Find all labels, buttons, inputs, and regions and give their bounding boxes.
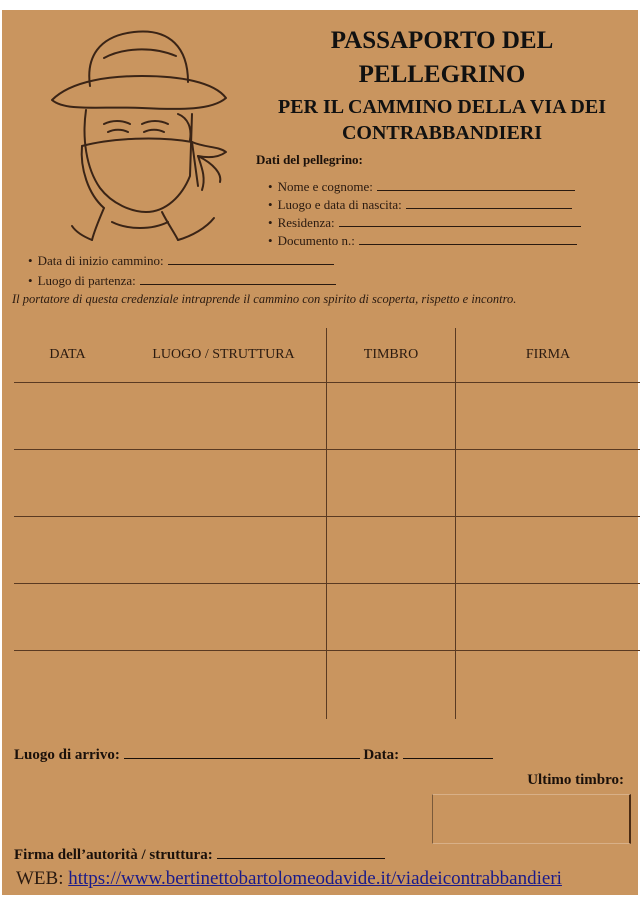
residence-field[interactable]: [268, 214, 581, 231]
table-row: [14, 450, 640, 517]
table-row: [14, 651, 640, 720]
subtitle-line-2: CONTRABBANDIERI: [341, 122, 543, 144]
start-date-input-line[interactable]: [168, 252, 334, 265]
header-signature: FIRMA: [456, 328, 640, 383]
place-cell[interactable]: [121, 450, 327, 517]
name-field[interactable]: [268, 178, 575, 195]
last-stamp-label: Ultimo timbro:: [527, 772, 624, 788]
bullet: •: [268, 215, 273, 230]
web-label: WEB:: [16, 868, 64, 889]
birth-field[interactable]: [268, 196, 572, 213]
name-input-line[interactable]: [377, 178, 575, 191]
start-date-field[interactable]: [28, 252, 334, 269]
subtitle-line-1: PER IL CAMMINO DELLA VIA DEI: [277, 96, 607, 118]
start-place-field[interactable]: [28, 272, 336, 289]
signature-cell[interactable]: [456, 383, 640, 450]
start-date-label: Data di inizio cammino:: [37, 253, 164, 268]
signature-cell[interactable]: [456, 517, 640, 584]
birth-field-label: Luogo e data di nascita:: [277, 197, 402, 212]
authority-input-line[interactable]: [217, 844, 385, 859]
arrival-date-label: Data:: [363, 747, 400, 763]
stamp-cell[interactable]: [327, 383, 456, 450]
document-input-line[interactable]: [359, 232, 577, 245]
document-field[interactable]: [268, 232, 577, 249]
date-cell[interactable]: [14, 383, 121, 450]
place-cell[interactable]: [121, 651, 327, 720]
header-place: LUOGO / STRUTTURA: [152, 347, 295, 362]
bullet: •: [28, 253, 33, 268]
title-line-2: PELLEGRINO: [358, 61, 526, 88]
title-line-1: PASSAPORTO DEL: [330, 27, 554, 54]
web-row: [16, 868, 562, 890]
bullet: •: [28, 273, 33, 288]
table-header-row: [14, 328, 640, 383]
authority-signature-row: [14, 844, 385, 864]
table-row: [14, 584, 640, 651]
birth-input-line[interactable]: [406, 196, 572, 209]
arrival-label: Luogo di arrivo:: [14, 747, 120, 763]
stamp-cell[interactable]: [327, 517, 456, 584]
page-subtitle: [252, 94, 632, 146]
residence-field-label: Residenza:: [277, 215, 335, 230]
stamp-cell[interactable]: [327, 584, 456, 651]
date-cell[interactable]: [14, 517, 121, 584]
stamp-log-table: [14, 328, 640, 719]
date-cell[interactable]: [14, 450, 121, 517]
arrival-date-input-line[interactable]: [403, 744, 493, 759]
header-date: DATA: [49, 347, 86, 362]
date-cell[interactable]: [14, 651, 121, 720]
place-cell[interactable]: [121, 383, 327, 450]
header-stamp: TIMBRO: [327, 328, 456, 383]
document-field-label: Documento n.:: [277, 233, 355, 248]
arrival-row: [14, 744, 493, 764]
bullet: •: [268, 233, 273, 248]
table-row: [14, 383, 640, 450]
arrival-input-line[interactable]: [124, 744, 360, 759]
authority-label: Firma dell’autorità / struttura:: [14, 847, 213, 863]
name-field-label: Nome e cognome:: [277, 179, 373, 194]
signature-cell[interactable]: [456, 584, 640, 651]
bullet: •: [268, 179, 273, 194]
pilgrim-section-label: Dati del pellegrino:: [256, 152, 363, 167]
stamp-cell[interactable]: [327, 450, 456, 517]
signature-cell[interactable]: [456, 450, 640, 517]
table-row: [14, 517, 640, 584]
last-stamp-box[interactable]: [432, 794, 631, 844]
residence-input-line[interactable]: [339, 214, 581, 227]
web-link[interactable]: https://www.bertinettobartolomeodavide.it/viadeicontrabbandieri: [68, 868, 562, 889]
start-place-label: Luogo di partenza:: [37, 273, 136, 288]
place-cell[interactable]: [121, 584, 327, 651]
stamp-cell[interactable]: [327, 651, 456, 720]
place-cell[interactable]: [121, 517, 327, 584]
date-cell[interactable]: [14, 584, 121, 651]
signature-cell[interactable]: [456, 651, 640, 720]
smuggler-portrait-illustration: [42, 18, 242, 243]
start-place-input-line[interactable]: [140, 272, 336, 285]
credential-statement: Il portatore di questa credenziale intraprende il cammino con spirito di scoperta, rispetto e incontro.: [12, 292, 517, 306]
page-title: [242, 24, 640, 92]
bullet: •: [268, 197, 273, 212]
